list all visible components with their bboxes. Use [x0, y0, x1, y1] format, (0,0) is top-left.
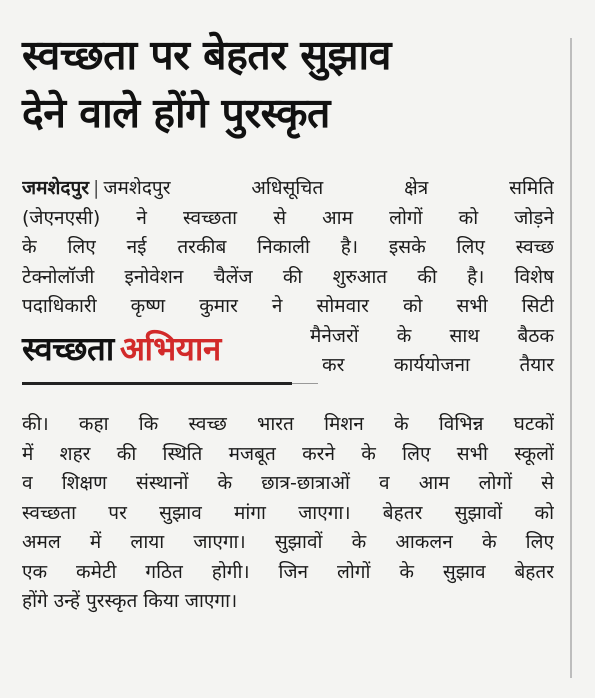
article-body — [22, 174, 554, 617]
dateline: जमशेदपुर — [22, 177, 90, 199]
wrap-line-1: मैनेजरों के साथ बैठक — [310, 324, 554, 347]
headline-line-1: स्वच्छता पर बेहतर सुझाव — [22, 31, 391, 79]
dateline-separator: | — [93, 177, 100, 199]
badge-wrap-area — [22, 322, 554, 411]
section-badge — [22, 328, 288, 394]
article-line-5: पदाधिकारी कृष्ण कुमार ने सोमवार को सभी सिटी — [22, 295, 554, 317]
badge-word-1: स्वच्छता — [22, 328, 114, 368]
article-line-2: (जेएनएसी) ने स्वच्छता से आम लोगों को जोड़ने — [22, 206, 554, 229]
badge-word-2: अभियान — [119, 328, 221, 368]
wrap-line-2: कर कार्ययोजना तैयार — [322, 354, 554, 376]
article-line-4: टेक्नोलॉजी इनोवेशन चैलेंज की शुरुआत की है। विशेष — [22, 265, 554, 288]
badge-underline — [22, 382, 292, 385]
badge-underline-tail — [292, 383, 318, 384]
article-line-12: होंगे उन्हें पुरस्कृत किया जाएगा। — [22, 590, 238, 612]
article-line-8: व शिक्षण संस्थानों के छात्र-छात्राओं व आम लोगों से — [22, 472, 554, 494]
column-rule — [570, 38, 572, 678]
article-line-7: में शहर की स्थिति मजबूत करने के लिए सभी स्कूलों — [22, 442, 554, 465]
article-line-9: स्वच्छता पर सुझाव मांगा जाएगा। बेहतर सुझावों को — [22, 501, 554, 524]
article-line-6: की। कहा कि स्वच्छ भारत मिशन के विभिन्न घटकों — [22, 413, 554, 435]
article-line-1-text: जमशेदपुर अधिसूचित क्षेत्र समिति — [103, 177, 554, 199]
article-line-1 — [22, 174, 554, 204]
headline — [22, 26, 562, 142]
article-line-3: के लिए नई तरकीब निकाली है। इसके लिए स्वच्छ — [22, 236, 554, 258]
article-line-10: अमल में लाया जाएगा। सुझावों के आकलन के लिए — [22, 531, 554, 553]
headline-line-2: देने वाले होंगे पुरस्कृत — [22, 89, 330, 137]
article-line-11: एक कमेटी गठित होगी। जिन लोगों के सुझाव बेहतर — [22, 560, 554, 583]
